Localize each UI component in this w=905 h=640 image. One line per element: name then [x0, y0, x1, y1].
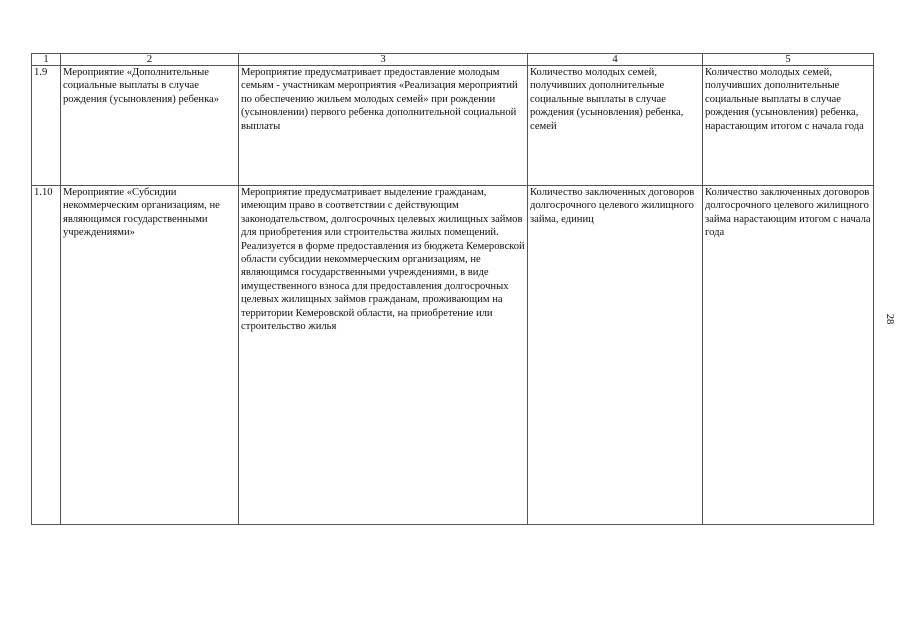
column-header-3: 3 — [239, 54, 528, 66]
calculation-method-cell: Количество молодых семей, получивших дополнительные социальные выплаты в случае рождения (усыновления) ребенка, нарастающим итогом с начала года — [703, 66, 874, 186]
table-row — [32, 186, 874, 525]
measures-table — [31, 53, 874, 525]
calculation-method-cell: Количество заключенных договоров долгосрочного целевого жилищного займа нарастающим итогом с начала года — [703, 186, 874, 525]
column-header-4: 4 — [528, 54, 703, 66]
indicator-cell: Количество заключенных договоров долгосрочного целевого жилищного займа, единиц — [528, 186, 703, 525]
column-header-5: 5 — [703, 54, 874, 66]
event-description-cell: Мероприятие предусматривает предоставление молодым семьям - участникам мероприятия «Реализация мероприятий по обеспечению жильем молодых семей» при рождении (усыновлении) первого ребенка дополнительной социальной выплаты — [239, 66, 528, 186]
row-number: 1.10 — [32, 186, 61, 525]
indicator-cell: Количество молодых семей, получивших дополнительные социальные выплаты в случае рождения (усыновления) ребенка, семей — [528, 66, 703, 186]
table-header-row — [32, 54, 874, 66]
column-header-1: 1 — [32, 54, 61, 66]
page-number: 28 — [884, 313, 895, 325]
event-name-cell: Мероприятие «Дополнительные социальные выплаты в случае рождения (усыновления) ребенка» — [61, 66, 239, 186]
event-name-cell: Мероприятие «Субсидии некоммерческим организациям, не являющимся государственными учреждениями» — [61, 186, 239, 525]
row-number: 1.9 — [32, 66, 61, 186]
table-row — [32, 66, 874, 186]
event-description-cell: Мероприятие предусматривает выделение гражданам, имеющим право в соответствии с действующим законодательством, долгосрочных целевых жилищных займов для приобретения или строительства жилых помещений. Реализуется в форме предоставления из бюджета Кемеровской области субсидии некоммерческим организациям, не являющимся государственными учреждениями, в виде имущественного взноса для предоставления долгосрочных целевых жилищных займов гражданам, проживающим на территории Кемеровской области, на приобретение или строительство жилья — [239, 186, 528, 525]
column-header-2: 2 — [61, 54, 239, 66]
